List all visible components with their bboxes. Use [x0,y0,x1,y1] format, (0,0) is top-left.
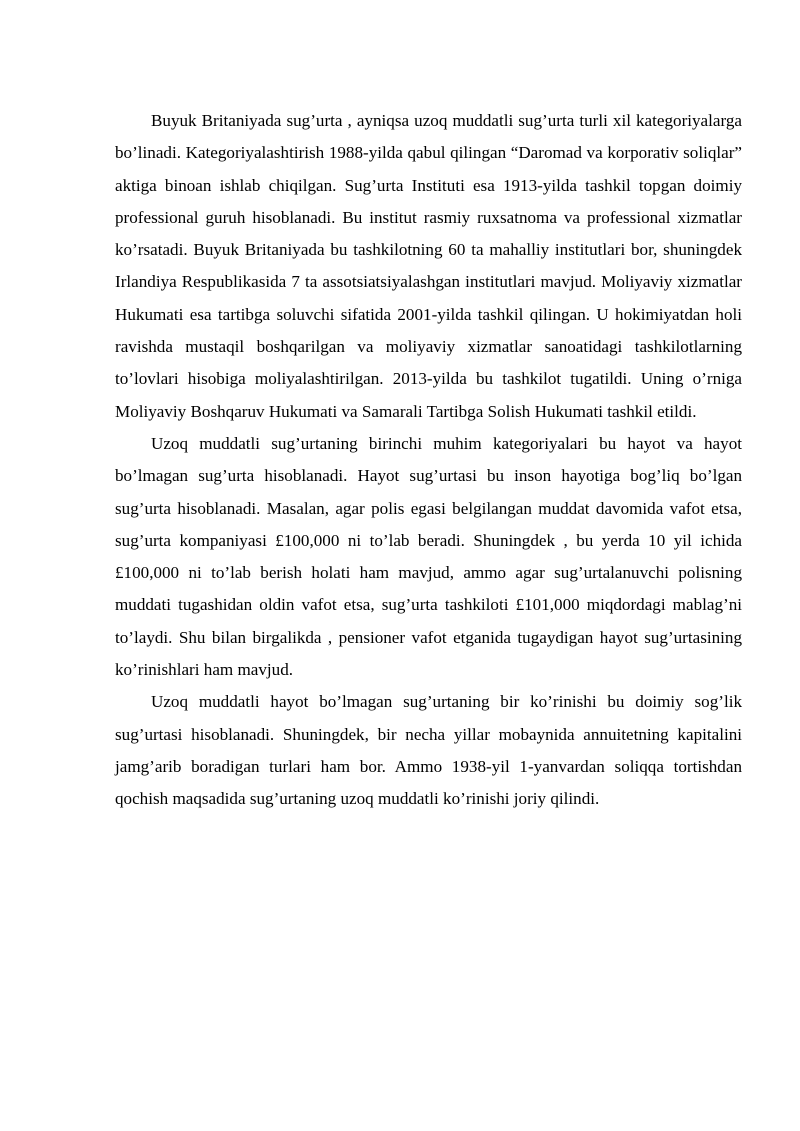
paragraph-1: Buyuk Britaniyada sug’urta , ayniqsa uzoq muddatli sug’urta turli xil kategoriyalarga bo’linadi. Kategoriyalashtirish 1988-yilda qabul qilingan “Daromad va korporativ soliqlar” aktiga binoan ishlab chiqilgan. Sug’urta Instituti esa 1913-yilda tashkil topgan doimiy professional guruh hisoblanadi. Bu institut rasmiy ruxsatnoma va professional xizmatlar ko’rsatadi. Buyuk Britaniyada bu tashkilotning 60 ta mahalliy institutlari bor, shuningdek Irlandiya Respublikasida 7 ta assotsiatsiyalashgan institutlari mavjud. Moliyaviy xizmatlar Hukumati esa tartibga soluvchi sifatida 2001-yilda tashkil qilingan. U hokimiyatdan holi ravishda mustaqil boshqarilgan va moliyaviy xizmatlar sanoatidagi tashkilotlarning to’lovlari hisobiga moliyalashtirilgan. 2013-yilda bu tashkilot tugatildi. Uning o’rniga Moliyaviy Boshqaruv Hukumati va Samarali Tartibga Solish Hukumati tashkil etildi. [115,111,742,421]
paragraph-3: Uzoq muddatli hayot bo’lmagan sug’urtaning bir ko’rinishi bu doimiy sog’lik sug’urtasi hisoblanadi. Shuningdek, bir necha yillar mobaynida annuitetning kapitalini jamg’arib boradigan turlari ham bor. Ammo 1938-yil 1-yanvardan soliqqa tortishdan qochish maqsadida sug’urtaning uzoq muddatli ko’rinishi joriy qilindi. [115,692,742,809]
body-text [115,105,742,816]
paragraph-2: Uzoq muddatli sug’urtaning birinchi muhim kategoriyalari bu hayot va hayot bo’lmagan sug’urta hisoblanadi. Hayot sug’urtasi bu inson hayotiga bog’liq bo’lgan sug’urta hisoblanadi. Masalan, agar polis egasi belgilangan muddat davomida vafot etsa, sug’urta kompaniyasi £100,000 ni to’lab beradi. Shuningdek , bu yerda 10 yil ichida £100,000 ni to’lab berish holati ham mavjud, ammo agar sug’urtalanuvchi polisning muddati tugashidan oldin vafot etsa, sug’urta tashkiloti £101,000 miqdordagi mablag’ni to’laydi. Shu bilan birgalikda , pensioner vafot etganida tugaydigan hayot sug’urtasining ko’rinishlari ham mavjud. [115,433,742,680]
